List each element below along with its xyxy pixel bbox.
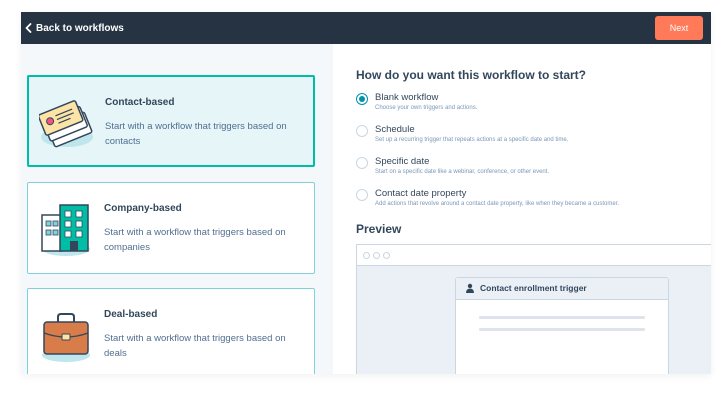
card-description: Start with a workflow that triggers based on companies [104,227,286,253]
placeholder-line [479,316,645,319]
chevron-left-icon [25,23,32,33]
back-to-workflows-link[interactable] [25,21,124,35]
preview-heading: Preview [356,222,402,236]
card-description: Start with a workflow that triggers based on deals [104,333,286,359]
radio-button[interactable] [356,125,368,137]
placeholder-line [479,328,645,331]
option-specific-date[interactable] [356,156,706,184]
preview-window [356,244,711,374]
preview-window-bar [357,245,711,266]
option-label: Schedule [375,124,415,135]
card-title: Contact-based [105,97,175,108]
contact-person-icon [465,283,475,293]
top-bar [21,12,711,44]
building-icon [38,199,94,259]
option-label: Specific date [375,156,430,167]
option-label: Contact date property [375,188,467,199]
start-question-heading: How do you want this workflow to start? [356,68,586,82]
contact-cards-icon [39,93,95,153]
workflow-create-window [21,12,711,374]
back-label: Back to workflows [36,22,124,34]
window-dots-icon [363,252,390,259]
option-schedule[interactable] [356,124,706,152]
next-button[interactable]: Next [655,16,703,40]
option-description: Add actions that revolve around a contact date property, like when they became a customer. [375,201,620,207]
deal-based-card[interactable] [27,288,315,374]
option-blank-workflow[interactable] [356,92,706,120]
option-description: Set up a recurring trigger that repeats actions at a specific date and time. [375,137,569,143]
trigger-label: Contact enrollment trigger [480,283,587,293]
briefcase-icon [38,305,94,365]
card-title: Company-based [104,203,182,214]
option-contact-date-property[interactable] [356,188,706,216]
radio-button[interactable] [356,93,368,105]
card-title: Deal-based [104,309,158,320]
radio-button[interactable] [356,157,368,169]
start-options-pane [333,44,711,374]
radio-button[interactable] [356,189,368,201]
option-label: Blank workflow [375,92,439,103]
company-based-card[interactable] [27,182,315,274]
option-description: Start on a specific date like a webinar, conference, or other event. [375,169,550,175]
trigger-header [456,278,668,300]
enrollment-trigger-card [455,277,669,374]
contact-based-card[interactable] [27,75,315,167]
card-description: Start with a workflow that triggers based on contacts [105,121,287,147]
workflow-type-list [21,44,333,374]
option-description: Choose your own triggers and actions. [375,105,478,111]
